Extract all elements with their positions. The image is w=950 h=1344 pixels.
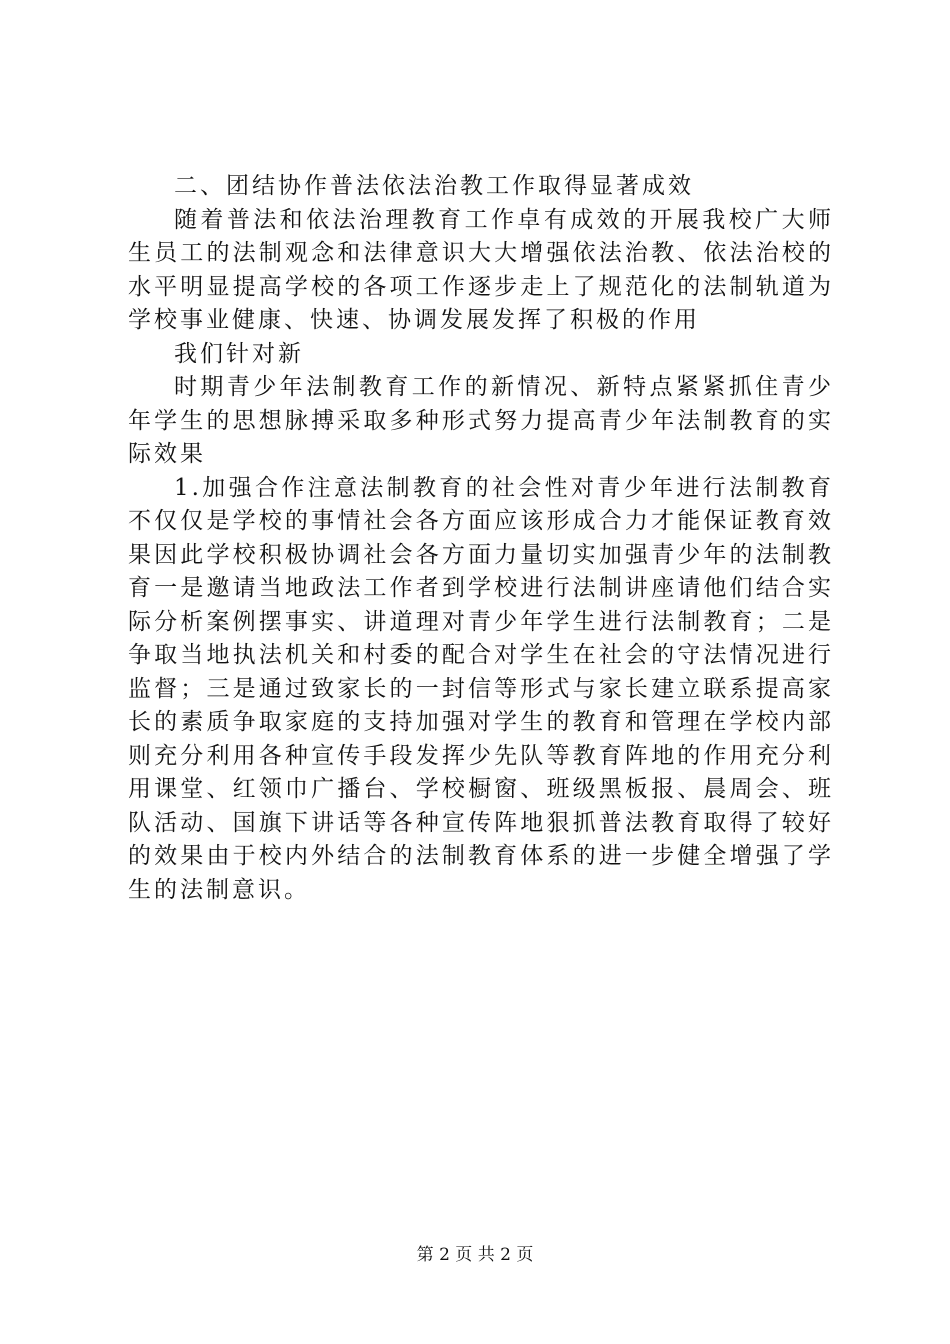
paragraph-achievements: 随着普法和依法治理教育工作卓有成效的开展我校广大师生员工的法制观念和法律意识大大增强依法治教、依法治校的水平明显提高学校的各项工作逐步走上了规范化的法制轨道为学校事业健康、快速、协调发展发挥了积极的作用 xyxy=(128,206,834,333)
document-body xyxy=(128,170,834,907)
page-footer: 第 2 页 共 2 页 xyxy=(416,1245,534,1265)
paragraph-intro-fragment: 我们针对新 xyxy=(174,340,304,367)
paragraph-cooperation: 1.加强合作注意法制教育的社会性对青少年进行法制教育不仅仅是学校的事情社会各方面应该形成合力才能保证教育效果因此学校积极协调社会各方面力量切实加强青少年的法制教育一是邀请当地政法工作者到学校进行法制讲座请他们结合实际分析案例摆事实、讲道理对青少年学生进行法制教育；二是争取当地执法机关和村委的配合对学生在社会的守法情况进行监督；三是通过致家长的一封信等形式与家长建立联系提高家长的素质争取家庭的支持加强对学生的教育和管理在学校内部则充分利用各种宣传手段发挥少先队等教育阵地的作用充分利用课堂、红领巾广播台、学校橱窗、班级黑板报、晨周会、班队活动、国旗下讲话等各种宣传阵地狠抓普法教育取得了较好的效果由于校内外结合的法制教育体系的进一步健全增强了学生的法制意识。 xyxy=(128,474,834,903)
section-heading: 二、团结协作普法依法治教工作取得显著成效 xyxy=(174,173,694,199)
paragraph-new-period: 时期青少年法制教育工作的新情况、新特点紧紧抓住青少年学生的思想脉搏采取多种形式努力提高青少年法制教育的实际效果 xyxy=(128,374,834,467)
